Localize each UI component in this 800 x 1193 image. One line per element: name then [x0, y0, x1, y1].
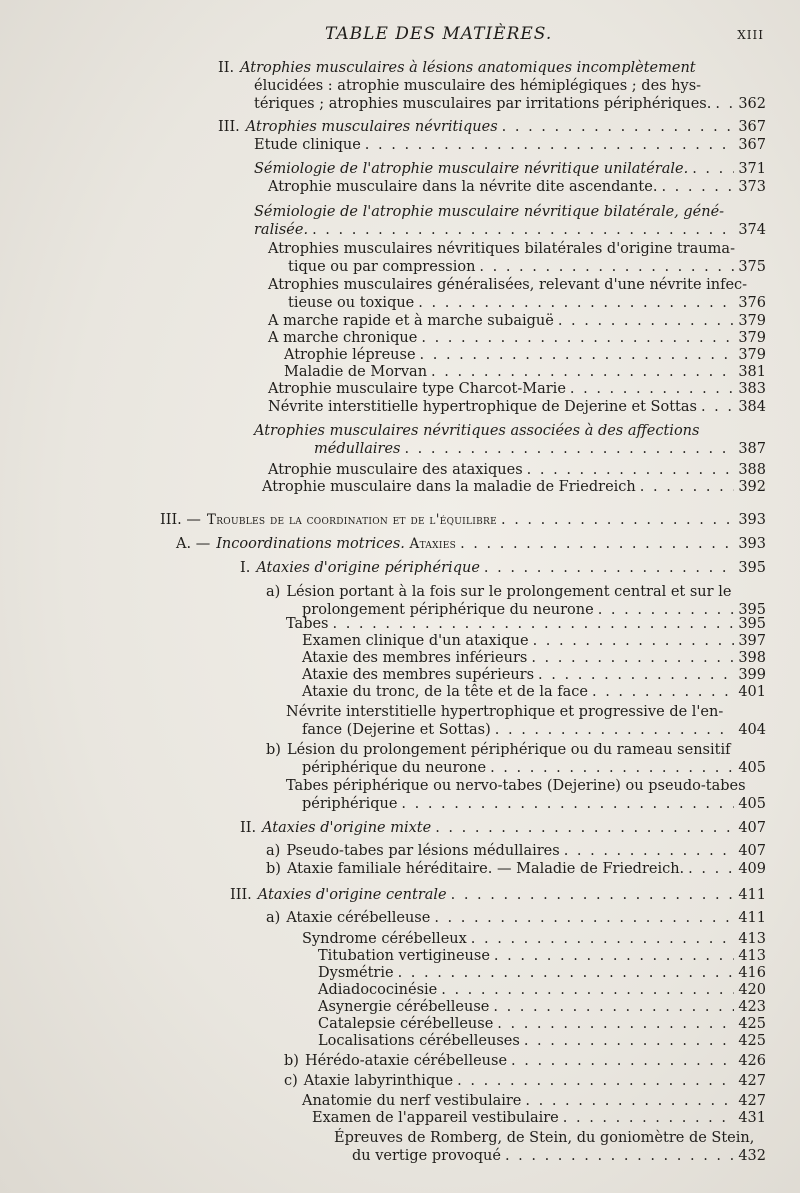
toc-entry: a) Pseudo-tabes par lésions médullaires . . . 407: [266, 843, 766, 861]
toc-entry: Ataxie des membres inférieurs . . . 398: [302, 650, 766, 668]
toc-entry: c) Ataxie labyrinthique . . . 427: [284, 1073, 766, 1091]
toc-entry: Localisations cérébelleuses . . . 425: [318, 1033, 766, 1051]
toc-entry: Atrophie musculaire dans la maladie de Friedreich . . . 392: [262, 479, 766, 497]
toc-entry: Atrophies musculaires névritiques bilatérales d'origine trauma- tique ou par compression . . . 375: [268, 241, 766, 277]
toc-entry: b) Hérédo-ataxie cérébelleuse . . . 426: [284, 1053, 766, 1071]
toc-entry: Atrophie musculaire dans la névrite dite ascendante. . . . 373: [268, 179, 766, 197]
toc-entry: Sémiologie de l'atrophie musculaire névritique bilatérale, géné- ralisée. . . . 374: [254, 204, 766, 240]
toc-entry: Tabes périphérique ou nervo-tabes (Dejerine) ou pseudo-tabes périphérique . . . 405: [286, 778, 766, 814]
toc-entry: Maladie de Morvan . . . 381: [284, 364, 766, 382]
toc-entry: Dysmétrie . . . 416: [318, 965, 766, 983]
toc-entry: A marche chronique . . . 379: [268, 330, 766, 348]
toc-entry: II. Atrophies musculaires à lésions anatomiques incomplètement élucidées : atrophie musculaire des hémiplégiques ; des hys- tériques ; atrophies musculaires par irritations périphériques. . . . 362: [218, 60, 766, 114]
toc-entry: Examen de l'appareil vestibulaire . . . 431: [312, 1110, 766, 1128]
toc-entry: Atrophie musculaire type Charcot-Marie . . . 383: [268, 381, 766, 399]
toc-entry: a) Lésion portant à la fois sur le prolongement central et sur le prolongement périphérique du neurone . . . 395: [266, 584, 766, 620]
toc-entry: Atrophies musculaires névritiques associées à des affections médullaires . . . 387: [254, 423, 766, 459]
page-number: XIII: [737, 28, 764, 42]
toc-entry: III. Atrophies musculaires névritiques . . . 367: [218, 119, 766, 137]
toc-entry: Titubation vertigineuse . . . 413: [318, 948, 766, 966]
toc-entry: Névrite interstitielle hypertrophique et progressive de l'en- fance (Dejerine et Sottas) . . . 404: [286, 704, 766, 740]
toc-entry: Atrophies musculaires généralisées, relevant d'une névrite infec- tieuse ou toxique . . . 376: [268, 277, 766, 313]
toc-entry: Syndrome cérébelleux . . . 413: [302, 931, 766, 949]
toc-entry: Sémiologie de l'atrophie musculaire névritique unilatérale. . . . 371: [254, 161, 766, 179]
toc-entry: Examen clinique d'un ataxique . . . 397: [302, 633, 766, 651]
toc-entry: A. — Incoordinations motrices. Ataxies . . . 393: [176, 536, 766, 554]
toc-entry: I. Ataxies d'origine périphérique . . . 395: [240, 560, 766, 578]
toc-entry: Tabes . . . 395: [286, 616, 766, 634]
toc-entry: b) Ataxie familiale héréditaire. — Maladie de Friedreich. . . . 409: [266, 861, 766, 879]
toc-entry: A marche rapide et à marche subaiguë . . . 379: [268, 313, 766, 331]
toc-entry: Atrophie musculaire des ataxiques . . . 388: [268, 462, 766, 480]
toc-entry: Adiadococinésie . . . 420: [318, 982, 766, 1000]
toc-entry: Atrophie lépreuse . . . 379: [284, 347, 766, 365]
toc-entry: a) Ataxie cérébelleuse . . . 411: [266, 910, 766, 928]
toc-entry: Catalepsie cérébelleuse . . . 425: [318, 1016, 766, 1034]
toc-entry: b) Lésion du prolongement périphérique ou du rameau sensitif périphérique du neurone . . . 405: [266, 742, 766, 778]
toc-entry: Etude clinique . . . 367: [254, 137, 766, 155]
toc-entry: III. Ataxies d'origine centrale . . . 411: [230, 887, 766, 905]
toc-entry: II. Ataxies d'origine mixte . . . 407: [240, 820, 766, 838]
toc-entry: Névrite interstitielle hypertrophique de Dejerine et Sottas . . . 384: [268, 399, 766, 417]
toc-entry: Anatomie du nerf vestibulaire . . . 427: [302, 1093, 766, 1111]
toc-section-heading: III. — Troubles de la coordination et de l'équilibre . . . 393: [160, 512, 766, 530]
toc-entry: Asynergie cérébelleuse . . . 423: [318, 999, 766, 1017]
toc-entry: Ataxie du tronc, de la tête et de la face . . . 401: [302, 684, 766, 702]
toc-entry: Épreuves de Romberg, de Stein, du goniomètre de Stein, du vertige provoqué . . . 432: [334, 1130, 766, 1166]
toc-entry: Ataxie des membres supérieurs . . . 399: [302, 667, 766, 685]
running-title: TABLE DES MATIÈRES.: [325, 24, 553, 44]
